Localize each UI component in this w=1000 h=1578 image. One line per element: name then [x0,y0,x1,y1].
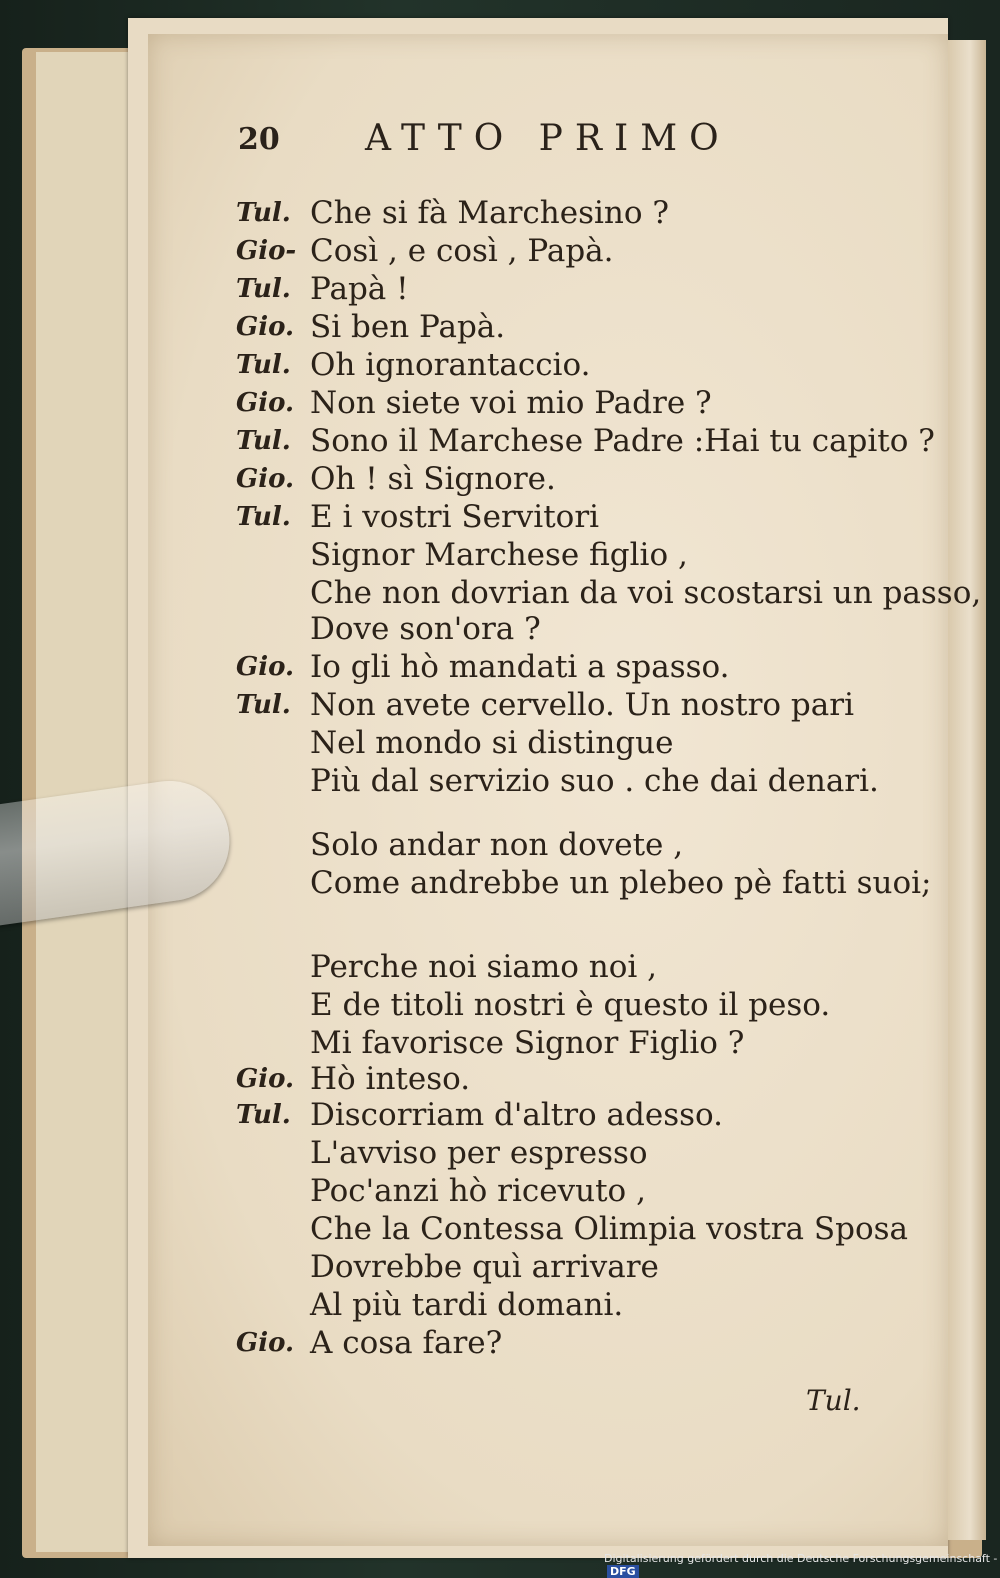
verse-line: Mi favorisce Signor Figlio ? [310,1025,745,1061]
dfg-logo: DFG [607,1565,639,1578]
running-title: ATTO PRIMO [365,118,731,159]
speaker-label: Gio. [236,388,295,418]
verse-line: Papà ! [310,271,409,307]
verse-line: Solo andar non dovete , [310,827,684,863]
verse-line: Al più tardi domani. [310,1287,624,1323]
verse-line: Che si fà Marchesino ? [310,195,670,231]
verse-line: Non siete voi mio Padre ? [310,385,712,421]
speaker-label: Gio. [236,1064,295,1094]
credit-text: Digitalisierung gefördert durch die Deutsche Forschungsgemeinschaft - [604,1552,998,1565]
page-header [0,118,1000,162]
digitization-credit [604,1552,1000,1578]
speaker-label: Gio. [236,312,295,342]
page-edge [946,40,986,1540]
speaker-label: Tul. [236,690,291,720]
verse-line: Dove son'ora ? [310,611,541,647]
verse-line: Oh ignorantaccio. [310,347,591,383]
speaker-label: Tul. [236,1100,291,1130]
verse-line: Che la Contessa Olimpia vostra Sposa [310,1211,909,1247]
speaker-label: Tul. [236,274,291,304]
verse-line: Che non dovrian da voi scostarsi un passo, [310,575,982,611]
speaker-label: Gio- [236,236,297,266]
verse-line: Si ben Papà. [310,309,506,345]
verse-line: Perche noi siamo noi , [310,949,658,985]
catchword: Tul. [806,1384,861,1417]
verse-line: A cosa fare? [310,1325,503,1361]
verse-line: Discorriam d'altro adesso. [310,1097,724,1133]
verse-line: L'avviso per espresso [310,1135,648,1171]
speaker-label: Tul. [236,198,291,228]
speaker-label: Gio. [236,1328,295,1358]
verse-line: Poc'anzi hò ricevuto , [310,1173,646,1209]
verse-line: Nel mondo si distingue [310,725,674,761]
verse-line: Come andrebbe un plebeo pè fatti suoi; [310,865,932,901]
verse-line: Così , e così , Papà. [310,233,614,269]
verse-line: Hò inteso. [310,1061,471,1097]
speaker-label: Gio. [236,652,295,682]
speaker-label: Tul. [236,502,291,532]
verse-line: Dovrebbe quì arrivare [310,1249,659,1285]
verse-line: Sono il Marchese Padre :Hai tu capito ? [310,423,935,459]
speaker-label: Gio. [236,464,295,494]
verse-line: Signor Marchese figlio , [310,537,688,573]
speaker-label: Tul. [236,426,291,456]
verse-line: Non avete cervello. Un nostro pari [310,687,854,723]
verse-line: E de titoli nostri è questo il peso. [310,987,831,1023]
verse-line: E i vostri Servitori [310,499,600,535]
verse-line: Più dal servizio suo . che dai denari. [310,763,879,799]
page-number: 20 [238,122,280,157]
verse-line: Io gli hò mandati a spasso. [310,649,730,685]
speaker-label: Tul. [236,350,291,380]
verse-line: Oh ! sì Signore. [310,461,556,497]
